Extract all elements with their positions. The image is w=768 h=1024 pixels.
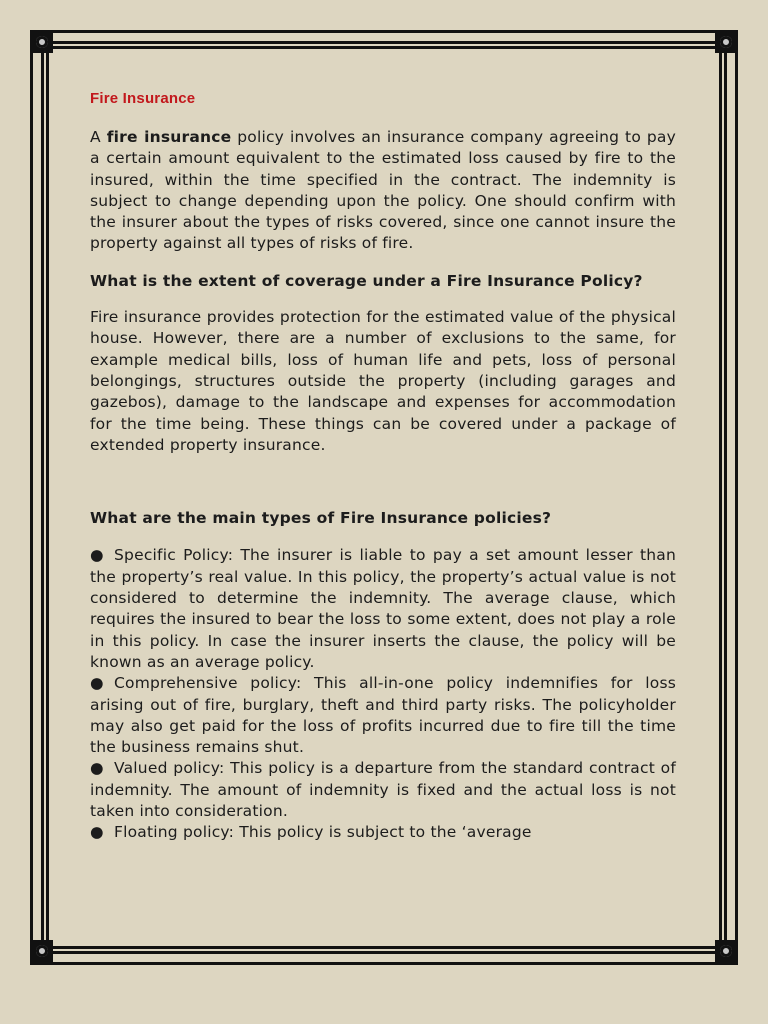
list-item-text: Specific Policy: The insurer is liable to pay a set amount lesser than the property’s real value. In this policy, the property’s actual value is not considered to determine the indemnity. The average clause, which requires the insured to bear the loss to some extent, does not play a role in this policy. In case the insurer inserts the clause, the policy will be known as an average policy. [90, 546, 676, 671]
frame-right-inner-line [719, 44, 722, 952]
list-item-text: Comprehensive policy: This all-in-one policy indemnifies for loss arising out of fire, burglary, theft and third party risks. The policyholder may also get paid for the loss of profits incurred due to fire till the time the business remains shut. [90, 674, 676, 757]
frame-top-inner-line-2 [44, 46, 724, 49]
top-left-corner-ornament [31, 31, 53, 53]
coverage-paragraph: Fire insurance provides protection for the estimated value of the physical house. However, there are a number of exclusions to the same, for example medical bills, loss of human life and pets, loss of personal belongings, structures outside the property (including garages and gazebos), damage to the landscape and expenses for accommodation for the time being. These things can be covered under a package of extended property insurance. [90, 308, 676, 454]
frame-top-inner-line [44, 41, 724, 44]
intro-bold-term: fire insurance [106, 128, 232, 146]
coverage-heading: What is the extent of coverage under a Fire Insurance Policy? [90, 271, 643, 290]
frame-left-inner-line-2 [46, 44, 49, 952]
frame-left-inner-line [41, 44, 44, 952]
list-item [90, 758, 676, 822]
bullet-icon: ● [90, 759, 104, 778]
list-item [90, 545, 676, 673]
document-content [90, 88, 676, 844]
bullet-icon: ● [90, 546, 104, 565]
list-item-text: Floating policy: This policy is subject to the ‘average [114, 823, 532, 842]
bullet-icon: ● [90, 674, 104, 693]
bottom-left-corner-ornament [31, 940, 53, 962]
frame-right-inner-line-2 [724, 44, 727, 952]
frame-bottom-inner-line [44, 946, 724, 949]
document-title: Fire Insurance [90, 90, 196, 107]
policy-types-list [90, 545, 676, 843]
list-item [90, 822, 676, 843]
list-item [90, 673, 676, 758]
list-item-text: Valued policy: This policy is a departure from the standard contract of indemnity. The amount of indemnity is fixed and the actual loss is not taken into consideration. [90, 759, 676, 821]
bullet-icon: ● [90, 823, 104, 842]
intro-lead: A [90, 128, 107, 146]
bottom-right-corner-ornament [715, 940, 737, 962]
top-right-corner-ornament [715, 31, 737, 53]
policy-types-heading: What are the main types of Fire Insurance policies? [90, 509, 552, 528]
intro-rest: policy involves an insurance company agreeing to pay a certain amount equivalent to the estimated loss caused by fire to the insured, within the time specified in the contract. The indemnity is subject to change depending upon the policy. One should confirm with the insurer about the types of risks covered, since one cannot insure the property against all types of risks of fire. [90, 128, 676, 253]
frame-bottom-inner-line-2 [44, 951, 724, 954]
intro-paragraph [90, 127, 676, 255]
